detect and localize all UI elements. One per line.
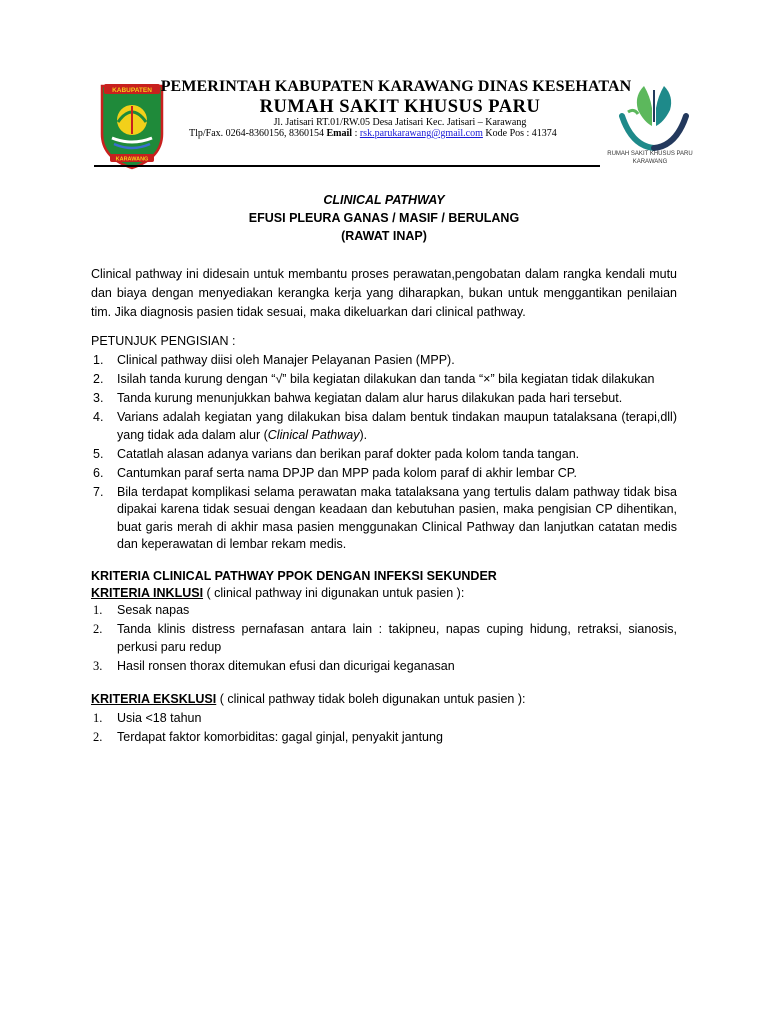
doc-title-diagnosis: EFUSI PLEURA GANAS / MASIF / BERULANG [248, 211, 520, 225]
right-logo-caption [598, 150, 702, 166]
eksklusi-note: ( clinical pathway tidak boleh digunakan untuk pasien ): [216, 692, 526, 706]
list-item [91, 409, 677, 444]
list-item [91, 390, 677, 408]
list-number: 7. [93, 484, 104, 499]
list-number: 6. [93, 465, 104, 480]
kriteria-heading: KRITERIA CLINICAL PATHWAY PPOK DENGAN INFEKSI SEKUNDER [91, 569, 497, 583]
list-text: Bila terdapat komplikasi selama perawatan maka tatalaksana yang tertulis dalam pathway tidak bisa dipakai karena tidak sesuai dengan keadaan dan kebutuhan pasien, maka pengisian CP dihentikan, buat garis merah di akhir masa pasien menggunakan Clinical Pathway dan lanjutkan catatan medis dan keperawatan di lembar rekam medis. [117, 484, 677, 551]
intro-paragraph: Clinical pathway ini didesain untuk membantu proses perawatan,pengobatan dalam rangka kendali mutu dan biaya dengan menyediakan kerangka kerja yang diharapkan, bukan untuk menggantikan penilaian tim. Jika diagnosis pasien tidak sesuai, maka dikeluarkan dari clinical pathway. [91, 267, 677, 319]
eksklusi-heading [91, 692, 525, 706]
list-number: 3. [93, 391, 104, 405]
list-text: Tanda kurung menunjukkan bahwa kegiatan dalam alur harus dilakukan pada hari tersebut. [117, 391, 623, 405]
letterhead-divider [94, 165, 600, 167]
list-number: 2. [93, 372, 104, 386]
list-text: Cantumkan paraf serta nama DPJP dan MPP pada kolom paraf di akhir lembar CP. [117, 465, 577, 480]
contact-phone: Tlp/Fax. 0264-8360156, 8360154 [189, 128, 324, 139]
crest-bottom-text: KARAWANG [115, 156, 149, 163]
list-item [91, 446, 677, 464]
doc-title-setting: (RAWAT INAP) [341, 229, 427, 243]
list-item [91, 710, 677, 728]
postal-code: Kode Pos : 41374 [482, 128, 557, 139]
inklusi-note: ( clinical pathway ini digunakan untuk pasien ): [203, 586, 465, 600]
list-number: 1. [93, 603, 103, 617]
crest-top-text: KABUPATEN [112, 87, 152, 94]
list-text: Clinical pathway diisi oleh Manajer Pelayanan Pasien (MPP). [117, 353, 455, 367]
email-separator: : [352, 128, 360, 139]
right-logo-caption-line2: KARAWANG [632, 159, 668, 165]
list-text: Hasil ronsen thorax ditemukan efusi dan dicurigai keganasan [117, 658, 455, 673]
list-item [91, 602, 677, 620]
doc-title-clinical-pathway: CLINICAL PATHWAY [323, 193, 445, 207]
email-label: Email [326, 128, 353, 139]
list-text-italic: Clinical Pathway [267, 427, 360, 442]
list-item [91, 371, 677, 389]
list-number: 2. [93, 730, 103, 744]
letterhead-address: Jl. Jatisari RT.01/RW.05 Desa Jatisari Kec. Jatisari – Karawang [273, 117, 527, 128]
list-text: Catatlah alasan adanya varians dan berikan paraf dokter pada kolom tanda tangan. [117, 446, 580, 461]
list-text: Isilah tanda kurung dengan “√” bila kegiatan dilakukan dan tanda “×” bila kegiatan tidak dilakukan [117, 372, 655, 386]
list-text: Tanda klinis distress pernafasan antara lain : takipneu, napas cuping hidung, retraksi, sianosis, perkusi paru redup [117, 622, 677, 654]
list-number: 1. [93, 711, 103, 725]
eksklusi-label: KRITERIA EKSKLUSI [91, 692, 217, 706]
petunjuk-list [91, 352, 677, 554]
list-item [91, 658, 677, 676]
list-text: Varians adalah kegiatan yang dilakukan bisa dalam bentuk tindakan maupun tatalaksana (terapi,dll) yang tidak ada dalam alur ( [117, 410, 677, 442]
petunjuk-heading: PETUNJUK PENGISIAN : [91, 334, 236, 348]
letterhead-government-line: PEMERINTAH KABUPATEN KARAWANG DINAS KESEHATAN [160, 78, 632, 95]
list-number: 2. [93, 622, 103, 636]
list-item [91, 621, 677, 656]
list-number: 5. [93, 446, 104, 461]
right-logo-caption-line1: RUMAH SAKIT KHUSUS PARU [607, 151, 693, 157]
list-text: Sesak napas [117, 603, 190, 617]
eksklusi-list [91, 710, 677, 747]
list-number: 1. [93, 353, 104, 367]
letterhead-contact [189, 128, 557, 139]
list-item [91, 484, 677, 554]
inklusi-label: KRITERIA INKLUSI [91, 586, 204, 600]
letterhead-hospital-name: RUMAH SAKIT KHUSUS PARU [259, 97, 541, 117]
list-number: 3. [93, 658, 103, 673]
list-text: Terdapat faktor komorbiditas: gagal ginjal, penyakit jantung [117, 730, 443, 744]
inklusi-list [91, 602, 677, 675]
list-item [91, 729, 677, 747]
email-link[interactable]: rsk.parukarawang@gmail.com [359, 128, 483, 139]
list-number: 4. [93, 410, 104, 424]
list-text: Usia <18 tahun [117, 711, 202, 725]
list-item [91, 352, 677, 370]
list-item [91, 465, 677, 483]
list-text-end: ). [359, 427, 368, 442]
inklusi-heading [91, 586, 464, 600]
